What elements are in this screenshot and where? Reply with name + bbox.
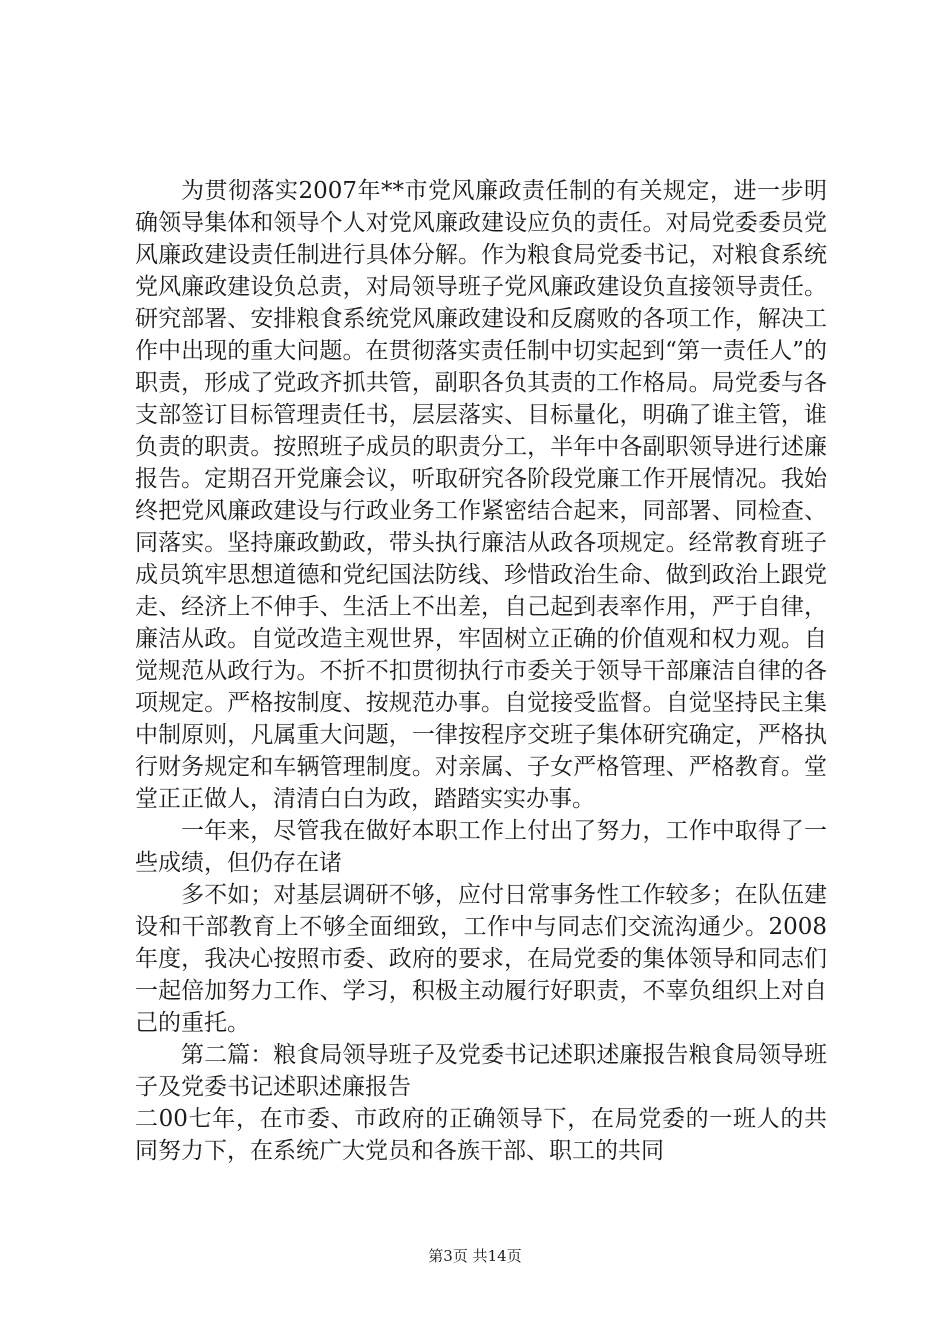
paragraph-3: 多不如；对基层调研不够，应付日常事务性工作较多；在队伍建设和干部教育上不够全面细致，工作中与同志们交流沟通少。2008年度，我决心按照市委、政府的要求，在局党委的集体领导和同志们一起倍加努力工作、学习，积极主动履行好职责，不辜负组织上对自己的重托。 bbox=[135, 882, 827, 1036]
document-body bbox=[135, 175, 827, 1167]
page-number-footer: 第3页 共14页 bbox=[428, 1247, 522, 1265]
section-heading: 第二篇：粮食局领导班子及党委书记述职述廉报告粮食局领导班子及党委书记述职述廉报告 bbox=[135, 1042, 827, 1100]
paragraph-1: 为贯彻落实2007年**市党风廉政责任制的有关规定，进一步明确领导集体和领导个人对党风廉政建设应负的责任。对局党委委员党风廉政建设责任制进行具体分解。作为粮食局党委书记，对粮食系统党风廉政建设负总责，对局领导班子党风廉政建设负直接领导责任。研究部署、安排粮食系统党风廉政建设和反腐败的各项工作，解决工作中出现的重大问题。在贯彻落实责任制中切实起到“第一责任人”的职责，形成了党政齐抓共管，副职各负其责的工作格局。局党委与各支部签订目标管理责任书，层层落实、目标量化，明确了谁主管，谁负责的职责。按照班子成员的职责分工，半年中各副职领导进行述廉报告。定期召开党廉会议，听取研究各阶段党廉工作开展情况。我始终把党风廉政建设与行政业务工作紧密结合起来，同部署、同检查、同落实。坚持廉政勤政，带头执行廉洁从政各项规定。经常教育班子成员筑牢思想道德和党纪国法防线、珍惜政治生命、做到政治上跟党走、经济上不伸手、生活上不出差，自己起到表率作用，严于自律，廉洁从政。自觉改造主观世界，牢固树立正确的价值观和权力观。自觉规范从政行为。不折不扣贯彻执行市委关于领导干部廉洁自律的各项规定。严格按制度、按规范办事。自觉接受监督。自觉坚持民主集中制原则，凡属重大问题，一律按程序交班子集体研究确定，严格执行财务规定和车辆管理制度。对亲属、子女严格管理、严格教育。堂堂正正做人，清清白白为政，踏踏实实办事。 bbox=[135, 178, 827, 812]
paragraph-2: 一年来，尽管我在做好本职工作上付出了努力，工作中取得了一些成绩，但仍存在诸 bbox=[135, 818, 827, 876]
paragraph-5: 二00七年，在市委、市政府的正确领导下，在局党委的一班人的共同努力下，在系统广大党员和各族干部、职工的共同 bbox=[135, 1106, 827, 1164]
